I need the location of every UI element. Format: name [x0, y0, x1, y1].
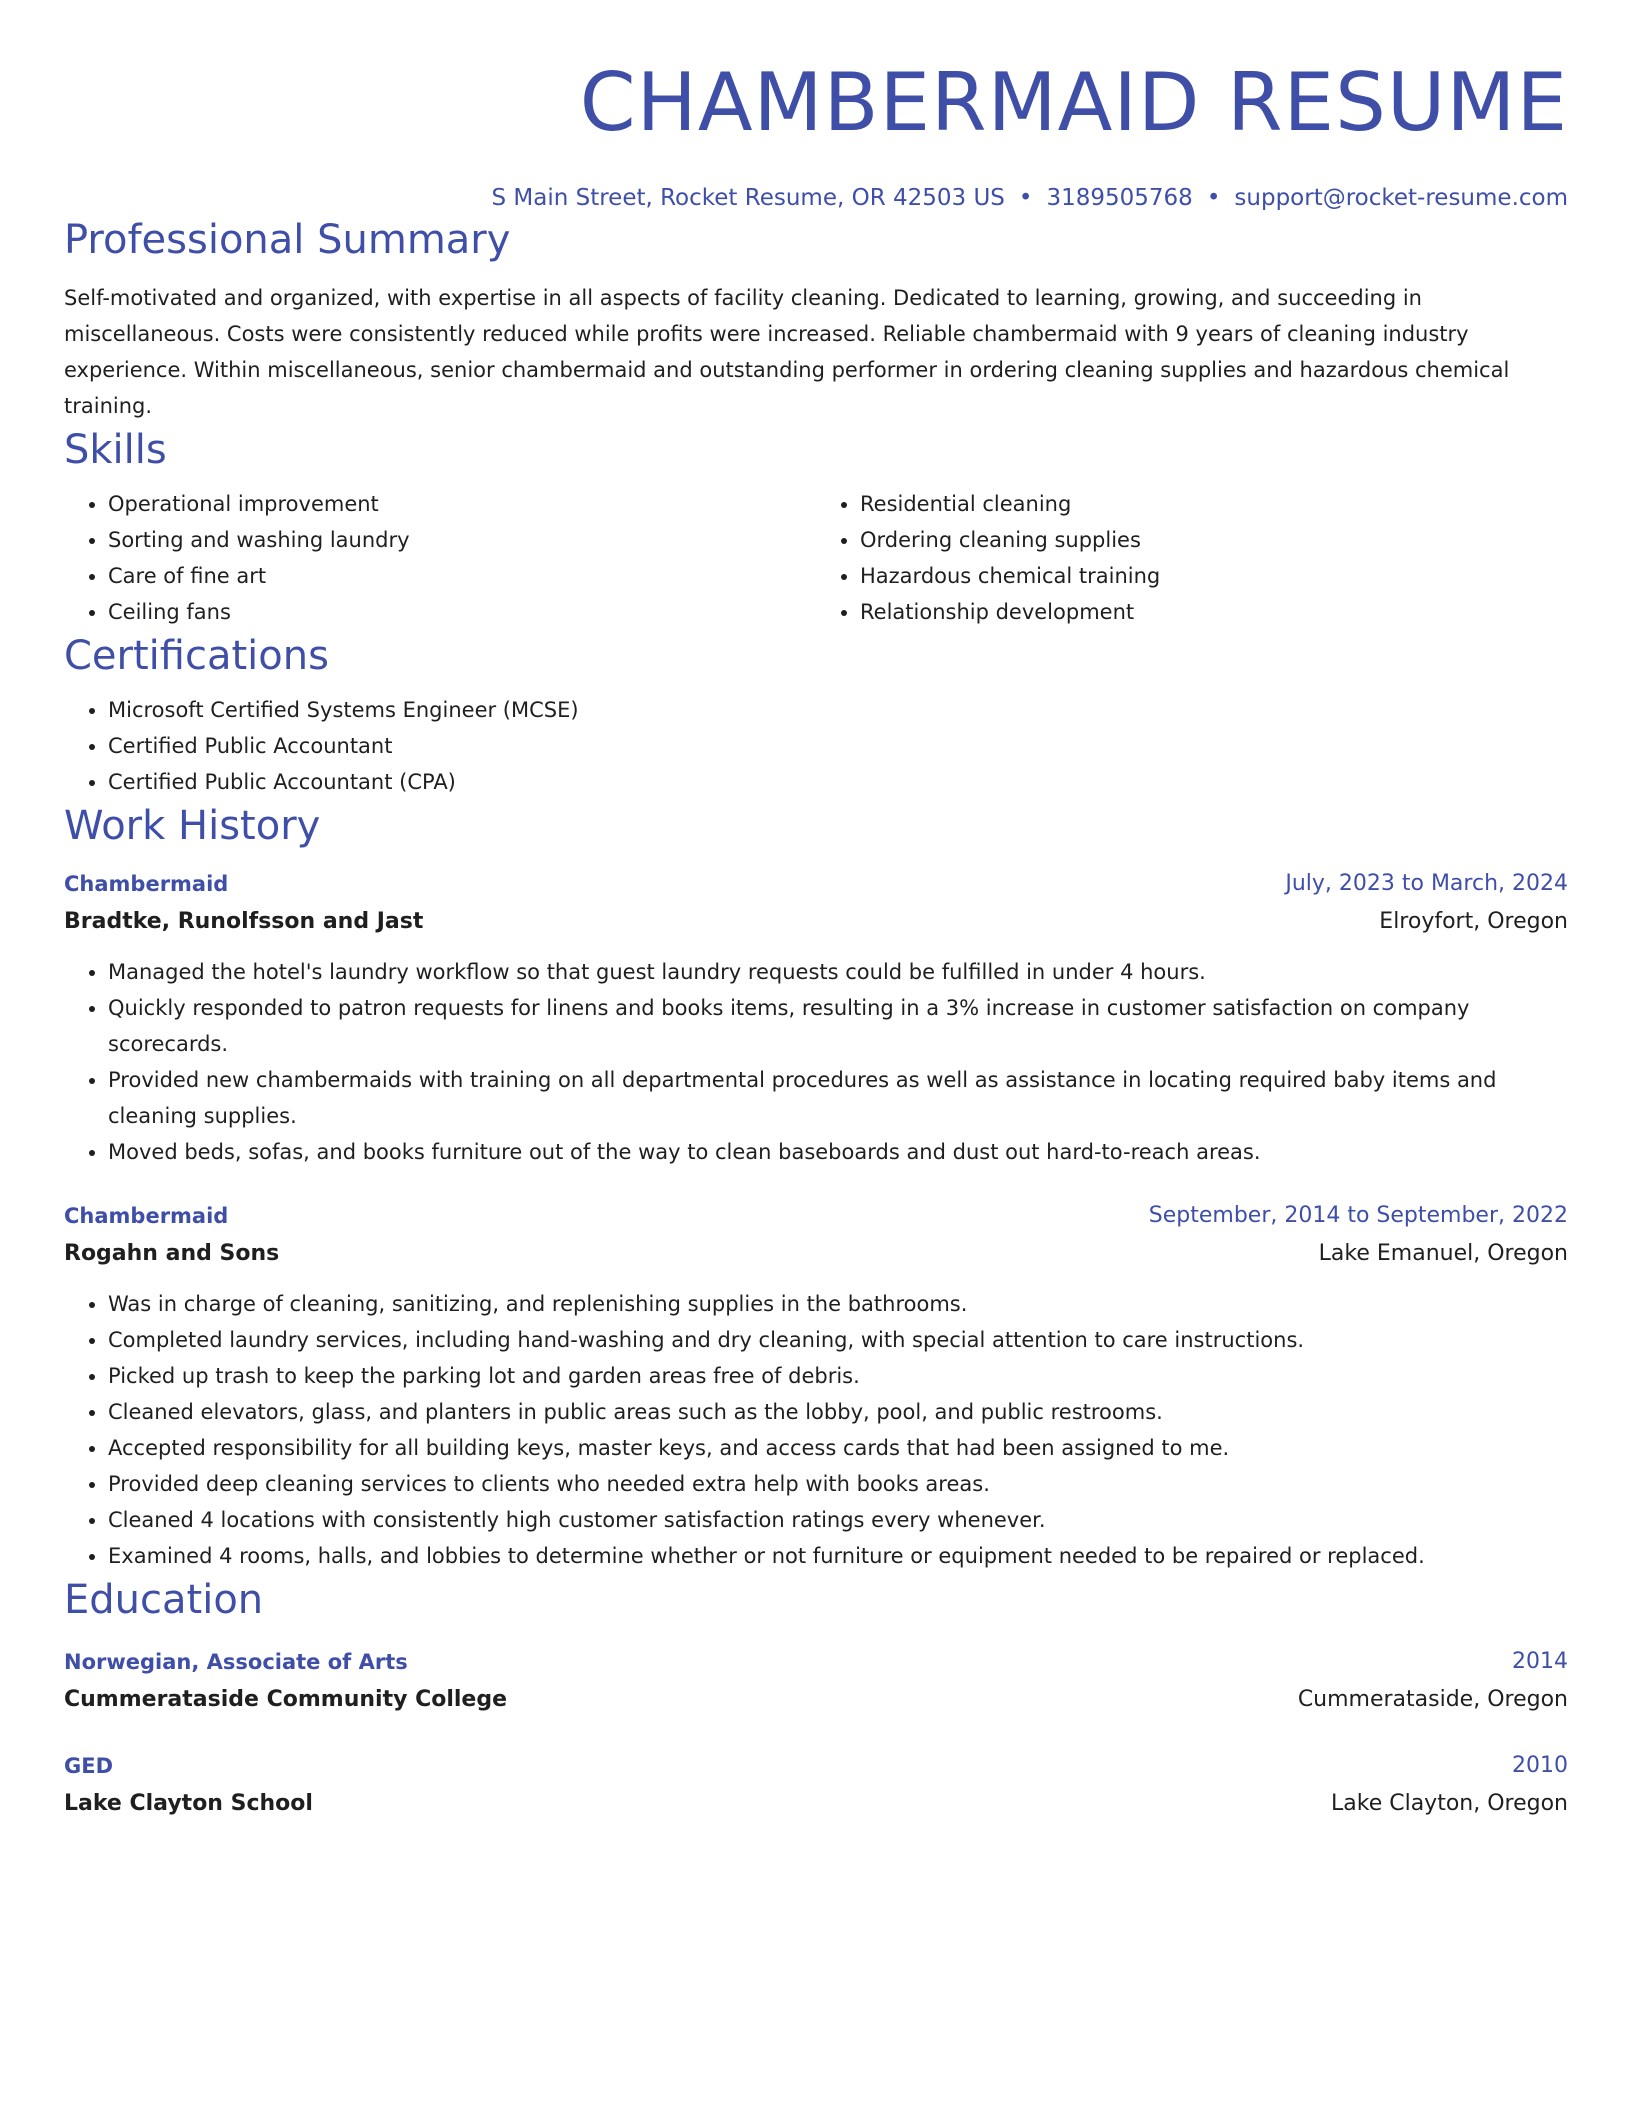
education-location: Cummerataside, Oregon — [1297, 1687, 1568, 1712]
job-entry — [64, 1198, 1568, 1574]
section-heading-summary: Professional Summary — [64, 217, 511, 263]
education-entry — [64, 1644, 1568, 1720]
contact-line — [64, 182, 1568, 214]
job-company-row — [64, 902, 1568, 942]
education-section — [64, 1574, 1568, 1824]
skills-list-left — [64, 486, 816, 630]
contact-separator: • — [1206, 185, 1221, 211]
address: S Main Street, Rocket Resume, OR 42503 US — [491, 185, 1005, 211]
skills-columns — [64, 486, 1568, 630]
education-school: Cummerataside Community College — [64, 1687, 508, 1712]
job-bullet: • Moved beds, sofas, and books furniture out of the way to clean baseboards and dust out hard-to-reach areas. — [108, 1134, 1568, 1170]
skills-list-right — [816, 486, 1568, 630]
job-bullet: • Accepted responsibility for all building keys, master keys, and access cards that had been assigned to me. — [108, 1430, 1568, 1466]
job-bullet: • Provided deep cleaning services to clients who needed extra help with books areas. — [108, 1466, 1568, 1502]
resume-header — [64, 0, 1568, 214]
education-degree: Norwegian, Associate of Arts — [64, 1650, 408, 1674]
skill-item: • Hazardous chemical training — [860, 558, 1568, 594]
education-year: 2010 — [1512, 1753, 1568, 1778]
job-title-row — [64, 1198, 1568, 1234]
education-location: Lake Clayton, Oregon — [1331, 1791, 1568, 1816]
job-bullets — [64, 1286, 1568, 1574]
job-location: Lake Emanuel, Oregon — [1318, 1241, 1568, 1266]
education-degree-row — [64, 1644, 1568, 1680]
skill-item: • Ordering cleaning supplies — [860, 522, 1568, 558]
certifications-section — [64, 630, 1568, 800]
skills-section — [64, 424, 1568, 630]
education-year: 2014 — [1512, 1649, 1568, 1674]
skill-item: • Residential cleaning — [860, 486, 1568, 522]
job-bullet: • Completed laundry services, including hand-washing and dry cleaning, with special attention to care instructions. — [108, 1322, 1568, 1358]
job-bullet: • Cleaned 4 locations with consistently high customer satisfaction ratings every whenever. — [108, 1502, 1568, 1538]
job-company-row — [64, 1234, 1568, 1274]
section-heading-skills: Skills — [64, 427, 167, 473]
summary-section — [64, 214, 1568, 424]
email-link[interactable]: support@rocket-resume.com — [1234, 185, 1568, 211]
job-bullet: • Quickly responded to patron requests for linens and books items, resulting in a 3% increase in customer satisfaction on company scorecards. — [108, 990, 1568, 1062]
job-entry — [64, 866, 1568, 1170]
education-school-row — [64, 1680, 1568, 1720]
skill-item: • Operational improvement — [108, 486, 816, 522]
job-bullet: • Picked up trash to keep the parking lot and garden areas free of debris. — [108, 1358, 1568, 1394]
job-bullets — [64, 954, 1568, 1170]
phone: 3189505768 — [1046, 185, 1193, 211]
work-history-section — [64, 800, 1568, 1574]
job-company: Bradtke, Runolfsson and Jast — [64, 909, 424, 934]
education-entry — [64, 1748, 1568, 1824]
contact-separator: • — [1018, 185, 1033, 211]
skill-item: • Ceiling fans — [108, 594, 816, 630]
job-bullet: • Was in charge of cleaning, sanitizing, and replenishing supplies in the bathrooms. — [108, 1286, 1568, 1322]
certifications-list — [64, 692, 1568, 800]
skill-item: • Care of fine art — [108, 558, 816, 594]
job-location: Elroyfort, Oregon — [1379, 909, 1568, 934]
job-title-row — [64, 866, 1568, 902]
job-title: Chambermaid — [64, 1204, 229, 1228]
job-bullet: • Cleaned elevators, glass, and planters in public areas such as the lobby, pool, and public restrooms. — [108, 1394, 1568, 1430]
job-company: Rogahn and Sons — [64, 1241, 280, 1266]
certification-item: • Microsoft Certified Systems Engineer (MCSE) — [108, 692, 1568, 728]
education-degree-row — [64, 1748, 1568, 1784]
job-dates: September, 2014 to September, 2022 — [1148, 1203, 1568, 1228]
job-dates: July, 2023 to March, 2024 — [1285, 871, 1568, 896]
section-heading-certifications: Certifications — [64, 633, 329, 679]
certification-item: • Certified Public Accountant — [108, 728, 1568, 764]
education-degree: GED — [64, 1754, 114, 1778]
section-heading-work-history: Work History — [64, 803, 321, 849]
summary-text: Self-motivated and organized, with expertise in all aspects of facility cleaning. Dedicated to learning, growing, and succeeding in miscellaneous. Costs were consistently reduced while profits were increased. Reliable chambermaid with 9 years of cleaning industry experience. Within miscellaneous, senior chambermaid and outstanding performer in ordering cleaning supplies and hazardous chemical training. — [64, 286, 1510, 418]
skill-item: • Sorting and washing laundry — [108, 522, 816, 558]
job-bullet: • Provided new chambermaids with training on all departmental procedures as well as assistance in locating required baby items and cleaning supplies. — [108, 1062, 1568, 1134]
certification-item: • Certified Public Accountant (CPA) — [108, 764, 1568, 800]
education-school: Lake Clayton School — [64, 1791, 313, 1816]
resume-title: CHAMBERMAID RESUME — [579, 56, 1568, 149]
skill-item: • Relationship development — [860, 594, 1568, 630]
job-bullet: • Managed the hotel's laundry workflow so that guest laundry requests could be fulfilled in under 4 hours. — [108, 954, 1568, 990]
section-heading-education: Education — [64, 1577, 264, 1623]
education-school-row — [64, 1784, 1568, 1824]
job-title: Chambermaid — [64, 872, 229, 896]
job-bullet: • Examined 4 rooms, halls, and lobbies to determine whether or not furniture or equipment needed to be repaired or replaced. — [108, 1538, 1568, 1574]
